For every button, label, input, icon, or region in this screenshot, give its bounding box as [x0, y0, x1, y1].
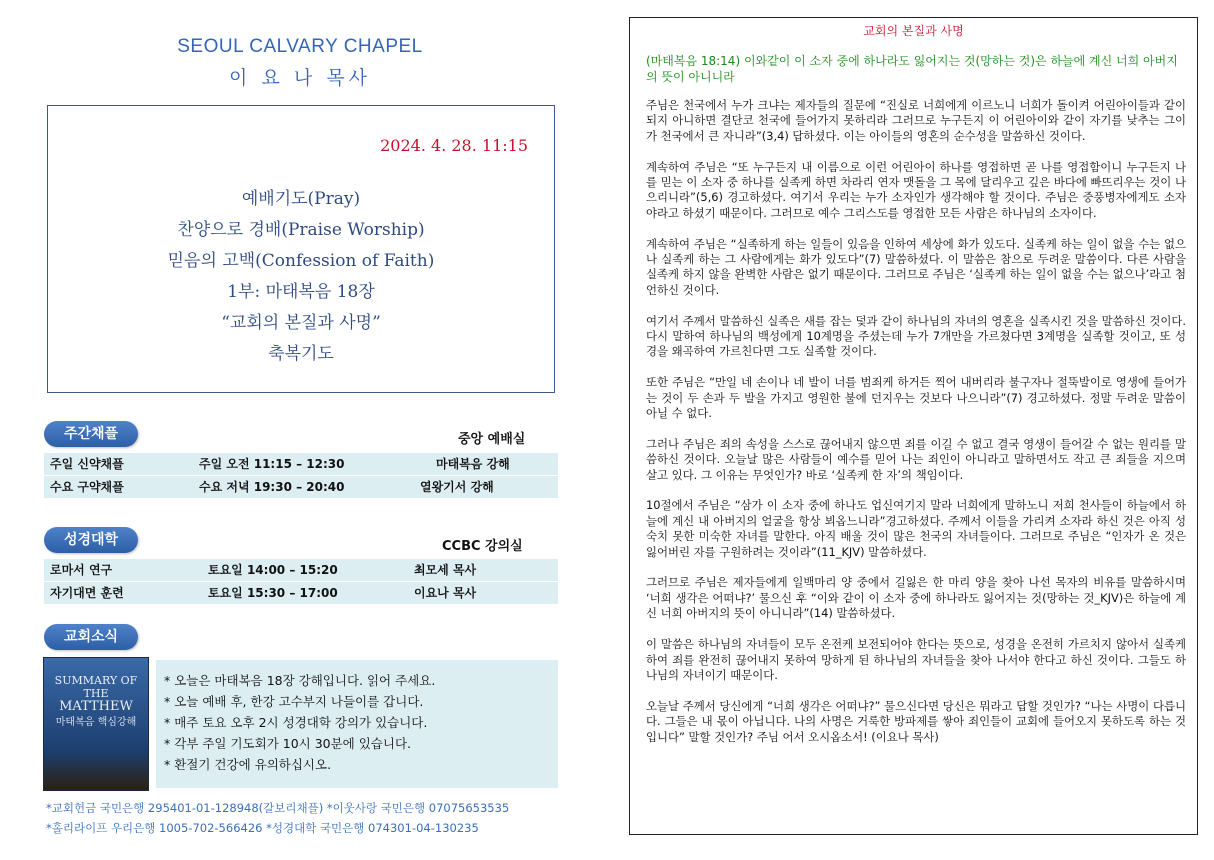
pastor-name: 이 요 나 목사: [229, 67, 371, 89]
news-item: * 매주 토요 오후 2시 성경대학 강의가 있습니다.: [164, 715, 428, 730]
bank-info-line: *홀리라이프 우리은행 1005-702-566426 *성경대학 국민은행 074301-04-130235: [46, 821, 479, 835]
table-row: [44, 476, 558, 498]
sermon-box: [629, 17, 1198, 835]
sermon-paragraph: 10절에서 주님은 “삼가 이 소자 중에 하나도 업신여기지 말라 너희에게 말하노니 저희 천사들이 하늘에서 하늘에 계신 내 아버지의 얼굴을 항상 뵈옵느니라”경고하셨다. 주께서 이들을 가리켜 소자라 하신 것은 아직 성숙치 못한 미숙한 자녀를 말한다. 아직 배울 것이 많은 천국의 자녀들이다. 그러므로 주님은 “인자가 온 것은 잃어버린 자를 구원하려는 것이라”(11_KJV) 말씀하셨다.: [646, 498, 1186, 559]
sermon-paragraph: 계속하여 주님은 “또 누구든지 내 이름으로 이런 어린아이 하나를 영접하면 곧 나를 영접함이니 누구든지 나를 믿는 이 소자 중 하나를 실족케 하면 차라리 연자 맷돌을 그 목에 달리우고 깊은 바다에 빠뜨리우는 것이 나으리니라”(5,6) 경고하셨다. 여기서 우리는 누가 소자인가 생각해야 할 것이다. 주님은 중풍병자에게도 소자야라고 하셨기 때문이다. 그러므로 예수 그리스도를 영접한 모든 사람은 하나님의 소자이다.: [646, 159, 1186, 220]
news-item: * 환절기 건강에 유의하십시오.: [164, 757, 332, 772]
table-row: [44, 559, 558, 581]
course-time: 토요일 15:30 – 17:00: [208, 586, 338, 600]
order-item: 축복기도: [268, 344, 334, 364]
order-item: 믿음의 고백(Confession of Faith): [167, 251, 435, 271]
schedule-topic: 열왕기서 강해: [420, 480, 494, 494]
sermon-title: 교회의 본질과 사명: [863, 24, 964, 38]
bible-college-table: [44, 559, 558, 605]
bible-college-heading: 성경대학: [44, 527, 138, 553]
worship-order-box: [47, 105, 555, 393]
course-teacher: 이요나 목사: [414, 586, 477, 600]
sermon-paragraph: 계속하여 주님은 “실족하게 하는 일들이 있음을 인하여 세상에 화가 있도다. 실족케 하는 일이 없을 수는 없으나 실족케 하는 그 사람에게는 화가 있도다”(7) 말씀하셨다. 이 말씀은 참으로 두려운 말씀이다. 다른 사람을 실족케 하지 않을 완벽한 사람은 없기 때문이다. 그러므로 주님은 ‘실족케 하는 일이 없을 수는 없으나’라고 첨언하신 것이다.: [646, 236, 1186, 297]
table-row: [44, 582, 558, 604]
news-item: * 오늘은 마태복음 18장 강해입니다. 읽어 주세요.: [164, 673, 436, 688]
weekly-schedule-table: [44, 453, 558, 499]
schedule-name: 주일 신약채플: [50, 457, 124, 471]
sermon-verse: (마태복음 18:14) 이와같이 이 소자 중에 하나라도 잃어지는 것(망하는 것)은 하늘에 계신 너희 아버지의 뜻이 아니니라: [646, 54, 1178, 84]
book-subtitle: 마태복음 핵심강해: [55, 717, 137, 728]
order-item: “교회의 본질과 사명”: [221, 313, 381, 333]
book-title-line: SUMMARY OF: [54, 674, 138, 687]
schedule-name: 수요 구약채플: [50, 480, 124, 494]
sermon-body: [646, 98, 1186, 760]
course-time: 토요일 14:00 – 15:20: [208, 563, 338, 577]
news-item: * 각부 주일 기도회가 10시 30분에 있습니다.: [164, 736, 412, 751]
weekly-location: 중앙 예배실: [458, 432, 526, 447]
sermon-paragraph: 주님은 천국에서 누가 크냐는 제자들의 질문에 “진실로 너희에게 이르노니 너희가 돌이켜 어린아이들과 같이 되지 아니하면 결단코 천국에 들어가지 못하리라 그러므로 누구든지 이 어린아이와 같이 자기를 낮추는 그이가 천국에서 큰 자니라”(3,4) 답하셨다. 이는 아이들의 영혼의 순수성을 말씀하신 것이다.: [646, 98, 1186, 143]
course-name: 자기대면 훈련: [50, 586, 124, 600]
weekly-chapel-heading: 주간채플: [44, 421, 138, 447]
news-list: [156, 660, 558, 788]
book-cover-image: [43, 657, 149, 791]
course-teacher: 최모세 목사: [414, 563, 477, 577]
sermon-paragraph: 여기서 주께서 말씀하신 실족은 새를 잡는 덫과 같이 하나님의 자녀의 영혼을 실족시킨 것을 말씀하신 것이다. 다시 말하여 하나님의 백성에게 10계명을 주셨는데 누가 7개만을 가르쳤다면 3계명을 실족할 것이고, 또 성경을 왜곡하여 가르친다면 그도 실족할 것이다.: [646, 313, 1186, 359]
order-item: 찬양으로 경배(Praise Worship): [177, 220, 425, 240]
bank-info-line: *교회헌금 국민은행 295401-01-128948(갈보리채플) *이웃사랑 국민은행 07075653535: [46, 801, 510, 815]
schedule-topic: 마태복음 강해: [436, 457, 510, 471]
church-name: SEOUL CALVARY CHAPEL: [177, 36, 423, 57]
service-datetime: 2024. 4. 28. 11:15: [380, 136, 528, 155]
news-item: * 오늘 예배 후, 한강 고수부지 나들이를 갑니다.: [164, 694, 424, 709]
schedule-time: 주일 오전 11:15 – 12:30: [199, 457, 345, 471]
course-name: 로마서 연구: [50, 563, 113, 577]
worship-order-list: [48, 184, 554, 370]
schedule-time: 수요 저녁 19:30 – 20:40: [199, 480, 345, 494]
sermon-paragraph: 이 말씀은 하나님의 자녀들이 모두 온전케 보전되어야 한다는 뜻으로, 성경을 온전히 가르치지 않아서 실족케 하여 죄를 완전히 끊어내지 못하여 망하게 된 하나님의 자녀들을 찾아 나서야 한다고 하신 것이다. 그들도 하나님의 자녀이기 때문이다.: [646, 637, 1186, 682]
book-title-line: THE: [83, 687, 109, 700]
sermon-paragraph: 그러나 주님은 죄의 속성을 스스로 끊어내지 않으면 죄를 이길 수 없고 결국 영생이 들어갈 수 없는 원리를 말씀하신 것이다. 오늘날 많은 사람들이 예수를 믿어 나는 죄인이 아니라고 말하면서도 작고 큰 죄들을 지으며 살고 있다. 그 이유는 무엇인가? 바로 ‘실족케 한 자’의 책임이다.: [646, 436, 1186, 482]
table-row: [44, 453, 558, 475]
order-item: 예배기도(Pray): [241, 189, 361, 209]
sermon-paragraph: 그러므로 주님은 제자들에게 일백마리 양 중에서 길잃은 한 마리 양을 찾아 나선 목자의 비유를 말씀하시며 ‘너희 생각은 어떠냐?’ 물으신 후 “이와 같이 이 소자 중에 하나라도 잃어지는 것(망하는 것_KJV)은 하늘에 계신 너희 아버지의 뜻이 아니니라”(14) 말씀하셨다.: [646, 575, 1186, 621]
order-item: 1부: 마태복음 18장: [227, 282, 375, 302]
bible-college-location: CCBC 강의실: [442, 539, 523, 554]
sermon-paragraph: 또한 주님은 “만일 네 손이나 네 발이 너를 범죄케 하거든 찍어 내버리라 불구자나 절뚝발이로 영생에 들어가는 것이 두 손과 두 발을 가지고 영원한 불에 던지우는 것보다 나으니라”(7) 경고하셨다. 정말 두려운 말씀이 아닐 수 없다.: [646, 375, 1186, 421]
church-news-heading: 교회소식: [44, 624, 138, 650]
sermon-paragraph: 오늘날 주께서 당신에게 “너희 생각은 어떠냐?” 물으신다면 당신은 뭐라고 답할 것인가? “나는 사명이 다릅니다. 그들은 내 몫이 아닙니다. 나의 사명은 거룩한 방파제를 쌓아 죄인들이 교회에 들어오지 못하도록 하는 것입니다” 말할 것인가? 주님 어서 오시옵소서! (이요나 목사): [646, 698, 1186, 744]
book-title-line: MATTHEW: [59, 699, 133, 714]
